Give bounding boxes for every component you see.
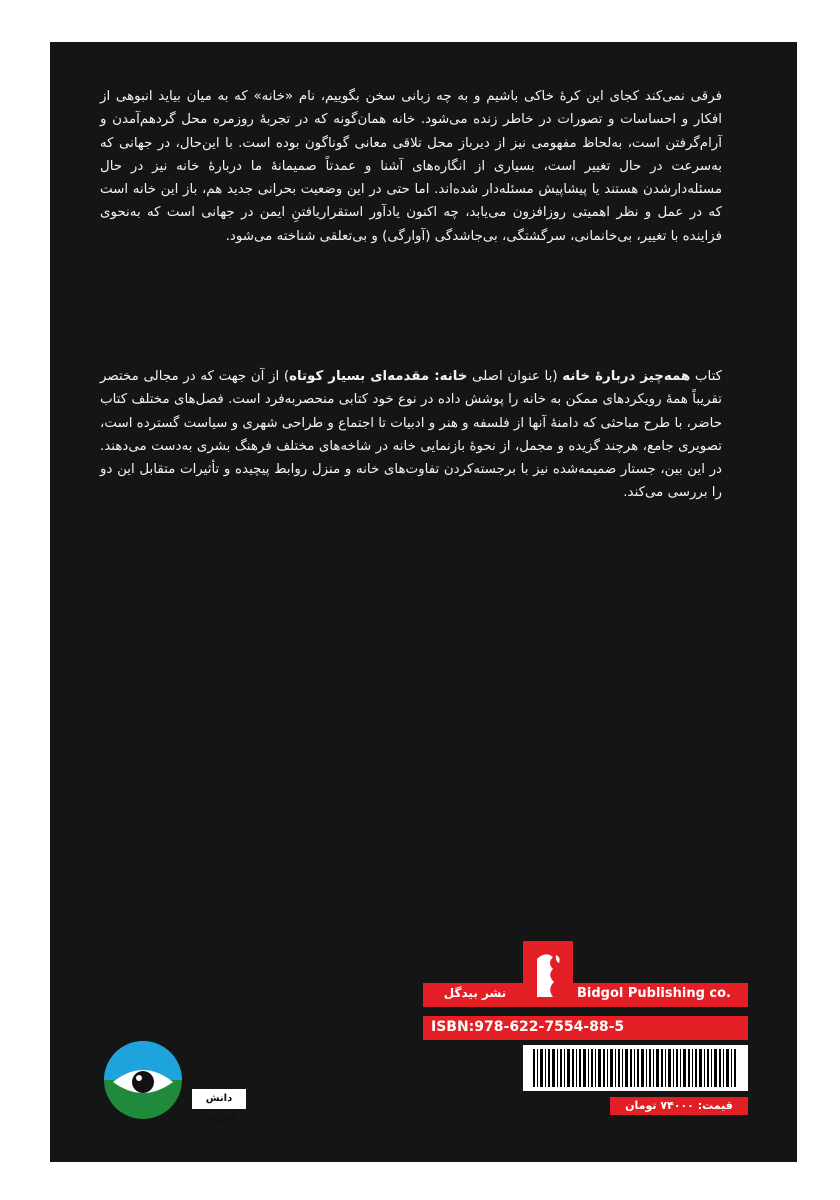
publisher-name-fa: نشر بیدگل [443, 986, 507, 1000]
series-label: دانش عمومی [192, 1089, 246, 1109]
description-paragraph-1 [100, 85, 722, 248]
paragraph-2-post: ) از آن جهت که در مجالی مختصر تقریباً همهٔ رویکردهای ممکن به خانه را پوشش داده در نوع خود کتابی منحصربه‌فرد است. فصل‌های مختلف کتاب حاضر، با طرح مباحثی که دامنهٔ آنها از فلسفه و هنر و ادبیات تا اجتماع و طراحی شهری و سیاست گسترده است، تصویری جامع، هرچند گزیده و مجمل، از نحوهٔ بازنمایی خانه در شاخه‌های مختلف فرهنگ بشری به‌دست می‌دهند. در این بین، جستار ضمیمه‌شده نیز با برجسته‌کردن تفاوت‌های خانه و منزل روابط پیچیده و تأثیرات متقابل این دو را بررسی می‌کند. [100, 369, 722, 501]
paragraph-2-pre: کتاب [690, 369, 723, 384]
paragraph-1-text: فرقی نمی‌کند کجای این کرهٔ خاکی باشیم و به چه زبانی سخن بگوییم، نام «خانه» که به میان بیاید انبوهی از افکار و احساسات و تصورات در خاطر زنده می‌شود. خانه همان‌گونه که در تجربهٔ روزمره محل گرد‌هم‌آمدن و آرام‌گرفتن است، به‌لحاظ مفهومی نیز از دیرباز محل تلاقی معانی گوناگون بوده است. با این‌حال، در جهانی که به‌سرعت در حال تغییر است، بسیاری از انگاره‌های آشنا و عمدتاً صمیمانهٔ ما دربارهٔ خانه نیز در حال مسئله‌دارشدن هستند یا پیشاپیش مسئله‌دار شده‌اند. اما حتی در این وضعیت بحرانی جدید هم، باز این خانه است که در عمل و نظر اهمیتی روزافزون می‌یابد، چه اکنون یادآور استقراریافتنِ ایمن در جهانی است که به‌نحوی فزاینده با تغییر، بی‌خانمانی، سرگشتگی، بی‌جاشدگی (آوارگی) و بی‌تعلقی شناخته می‌شود. [100, 89, 722, 244]
barcode-icon [523, 1045, 748, 1091]
series-logo-icon [103, 1040, 183, 1120]
price-label: قیمت: ۷۴۰۰۰ تومان [625, 1099, 733, 1112]
price-bar [610, 1097, 748, 1115]
isbn-number: ISBN:978-622-7554-88-5 [431, 1019, 625, 1035]
publisher-logo-icon [523, 941, 573, 1007]
original-title: خانه: مقدمه‌ای بسیار کوتاه [289, 369, 468, 384]
publisher-block [423, 962, 748, 1056]
book-title: همه‌چیز دربارهٔ خانه [562, 369, 691, 384]
isbn-bar [423, 1016, 748, 1040]
publisher-name-en: Bidgol Publishing co. [577, 986, 732, 1001]
publisher-name-bar [423, 983, 748, 1007]
paragraph-2-mid: (با عنوان اصلی [467, 369, 563, 384]
description-paragraph-2 [100, 365, 722, 505]
